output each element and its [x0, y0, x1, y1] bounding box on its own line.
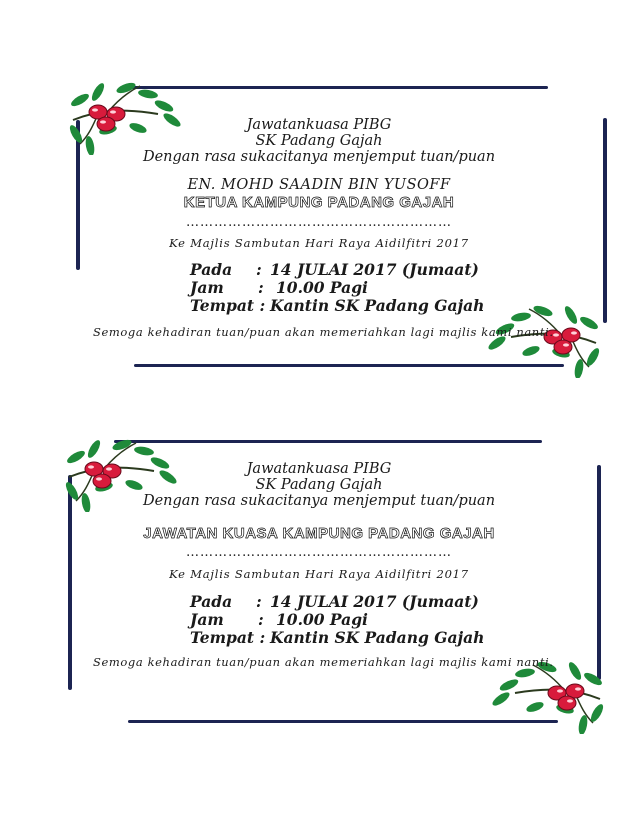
guest-title: KETUA KAMPUNG PADANG GAJAH — [183, 194, 455, 211]
time-row: Jam : 10.00 Pagi — [190, 610, 368, 629]
invite-line: Dengan rasa sukacitanya menjemput tuan/puan — [142, 493, 496, 509]
date-value: 14 JULAI 2017 (Jumaat) — [270, 592, 479, 611]
event-name: Ke Majlis Sambutan Hari Raya Aidilfitri 2017 — [169, 567, 469, 581]
guest-title: JAWATAN KUASA KAMPUNG PADANG GAJAH — [143, 525, 495, 542]
berry-sprig-bottom-right-icon — [486, 303, 601, 378]
committee-name: Jawatankuasa PIBG — [246, 117, 392, 133]
frame-top-line — [120, 86, 548, 89]
guest-name: EN. MOHD SAADIN BIN YUSOFF — [187, 177, 451, 193]
school-name: SK Padang Gajah — [255, 477, 383, 493]
place-row — [190, 629, 484, 647]
time-label: Jam — [190, 278, 224, 297]
dotted-line: ………………………………………………… — [186, 215, 452, 230]
committee-name: Jawatankuasa PIBG — [246, 461, 392, 477]
date-row: Pada : 14 JULAI 2017 (Jumaat) — [190, 260, 479, 279]
time-label: Jam — [190, 610, 224, 629]
invitation-card-2 — [0, 425, 638, 745]
date-label: Pada — [190, 260, 233, 279]
invitation-card-1 — [0, 70, 638, 390]
time-row: Jam : 10.00 Pagi — [190, 278, 368, 297]
place-value: Kantin SK Padang Gajah — [270, 296, 485, 315]
place-row — [190, 297, 484, 315]
time-value: 10.00 Pagi — [276, 278, 368, 297]
place-value: Kantin SK Padang Gajah — [270, 628, 485, 647]
time-value: 10.00 Pagi — [276, 610, 368, 629]
place-label: Tempat : — [190, 296, 266, 315]
closing-line: Semoga kehadiran tuan/puan akan memeriahkan lagi majlis kami nanti. — [93, 325, 554, 339]
date-value: 14 JULAI 2017 (Jumaat) — [270, 260, 479, 279]
event-details — [190, 593, 484, 647]
closing-line: Semoga kehadiran tuan/puan akan memeriahkan lagi majlis kami nanti. — [93, 655, 554, 669]
date-row: Pada : 14 JULAI 2017 (Jumaat) — [190, 592, 479, 611]
dotted-line: ………………………………………………… — [186, 545, 452, 560]
date-label: Pada — [190, 592, 233, 611]
event-details — [190, 261, 484, 315]
school-name: SK Padang Gajah — [255, 133, 383, 149]
place-label: Tempat : — [190, 628, 266, 647]
berry-sprig-bottom-right-icon — [490, 659, 605, 734]
event-name: Ke Majlis Sambutan Hari Raya Aidilfitri 2017 — [169, 236, 469, 250]
invite-line: Dengan rasa sukacitanya menjemput tuan/puan — [142, 149, 496, 165]
